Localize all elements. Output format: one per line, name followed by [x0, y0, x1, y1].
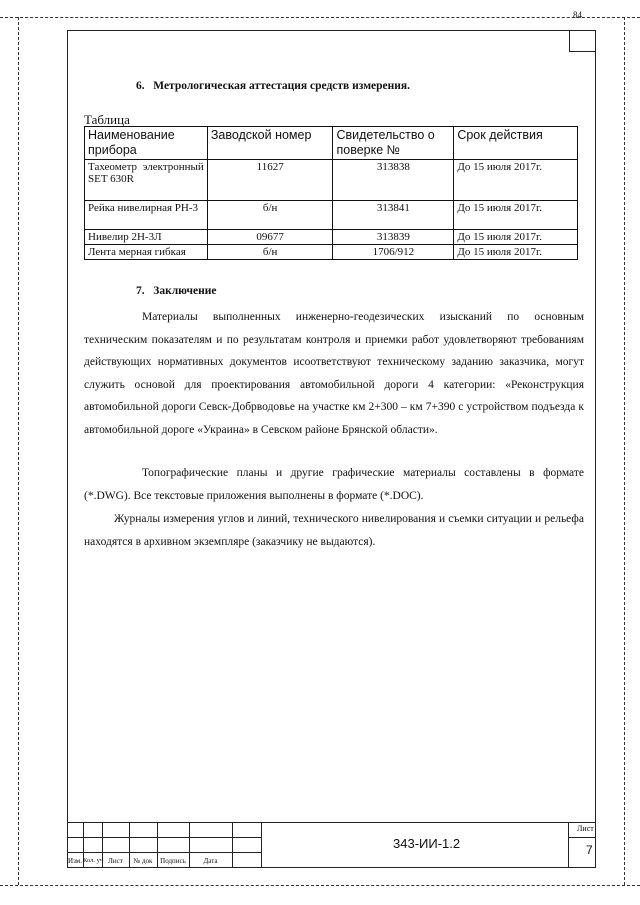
sheet-number: 7 — [586, 843, 593, 857]
cell-serial: 11627 — [207, 160, 333, 201]
header-certificate: Свидетельство о поверке № — [333, 127, 454, 160]
cell-instrument: Нивелир 2Н-3Л — [85, 230, 208, 245]
stamp-label-date: Дата — [203, 857, 218, 865]
table-row — [85, 160, 578, 201]
cell-certificate: 313838 — [333, 160, 454, 201]
stamp-hline — [67, 837, 261, 838]
cell-instrument: Тахеометр электронный SET 630R — [85, 160, 208, 201]
journals-paragraph: Журналы измерения углов и линий, технического нивелирования и съемки ситуации и рельефа находятся в архивном экземпляре (заказчику не выдаются). — [84, 513, 584, 548]
stamp-vline — [261, 822, 262, 868]
cell-certificate: 313839 — [333, 230, 454, 245]
formats-paragraph: Топографические планы и другие графические материалы составлены в формате (*.DWG). Все текстовые приложения выполнены в формате (*.DOC). — [84, 467, 584, 502]
table-row — [85, 230, 578, 245]
stamp-label-list: Лист — [108, 857, 123, 865]
cell-certificate: 1706/912 — [333, 245, 454, 260]
header-serial: Заводской номер — [207, 127, 333, 160]
left-cut-line — [18, 17, 19, 885]
title-block-top-line — [67, 822, 596, 823]
table-row — [85, 201, 578, 230]
top-cut-line — [0, 17, 640, 18]
section-6-heading — [136, 80, 410, 92]
cell-certificate: 313841 — [333, 201, 454, 230]
cell-validity: До 15 июля 2017г. — [454, 230, 578, 245]
title-block — [67, 822, 596, 868]
cell-instrument: Лента мерная гибкая — [85, 245, 208, 260]
cell-serial: 09677 — [207, 230, 333, 245]
stamp-label-doc: № док — [133, 857, 153, 865]
sheet-label: Лист — [577, 824, 594, 833]
metrology-table — [84, 126, 578, 260]
section-7-number: 7. — [136, 285, 145, 297]
table-header-row — [85, 127, 578, 160]
header-instrument: Наименование прибора — [85, 127, 208, 160]
stamp-label-izm: Изм. — [68, 857, 82, 865]
stamp-hline — [67, 852, 261, 853]
page-top-number: 84 — [573, 10, 582, 20]
section-6-number: 6. — [136, 80, 145, 92]
cell-serial: б/н — [207, 201, 333, 230]
stamp-vline — [232, 822, 233, 868]
corner-box — [569, 30, 596, 52]
stamp-hline — [568, 837, 596, 838]
section-7-title: Заключение — [153, 285, 217, 297]
stamp-label-signature: Подпись — [160, 857, 186, 865]
table-caption: Таблица — [84, 112, 130, 127]
cell-validity: До 15 июля 2017г. — [454, 201, 578, 230]
cell-validity: До 15 июля 2017г. — [454, 245, 578, 260]
conclusion-paragraph: Материалы выполненных инженерно-геодезических изысканий по основным техническим показателям и по результатам контроля и приемки работ удовлетворяют требованиям действующих нормативных документов исоответствуют техническому заданию заказчика, могут служить основой для проектирования автомобильной дороги 4 категории: «Реконструкция автомобильной дороги Севск-Добрводовье на участке км 2+300 – км 7+390 с устройством подъезда к автомобильной дороге «Украина» в Севском районе Брянской области». — [84, 311, 584, 436]
table-row — [85, 245, 578, 260]
cell-validity: До 15 июля 2017г. — [454, 160, 578, 201]
cell-serial: б/н — [207, 245, 333, 260]
bottom-cut-line — [0, 885, 640, 886]
document-code: 343-ИИ-1.2 — [393, 836, 461, 851]
section-7-heading — [136, 285, 216, 297]
stamp-vline — [568, 822, 569, 868]
right-cut-line — [624, 17, 625, 885]
stamp-label-kol-uch: Кол. уч — [83, 857, 104, 864]
section-6-title: Метрологическая аттестация средств измерения. — [153, 80, 410, 92]
header-validity: Срок действия — [454, 127, 578, 160]
cell-instrument: Рейка нивелирная РН-3 — [85, 201, 208, 230]
